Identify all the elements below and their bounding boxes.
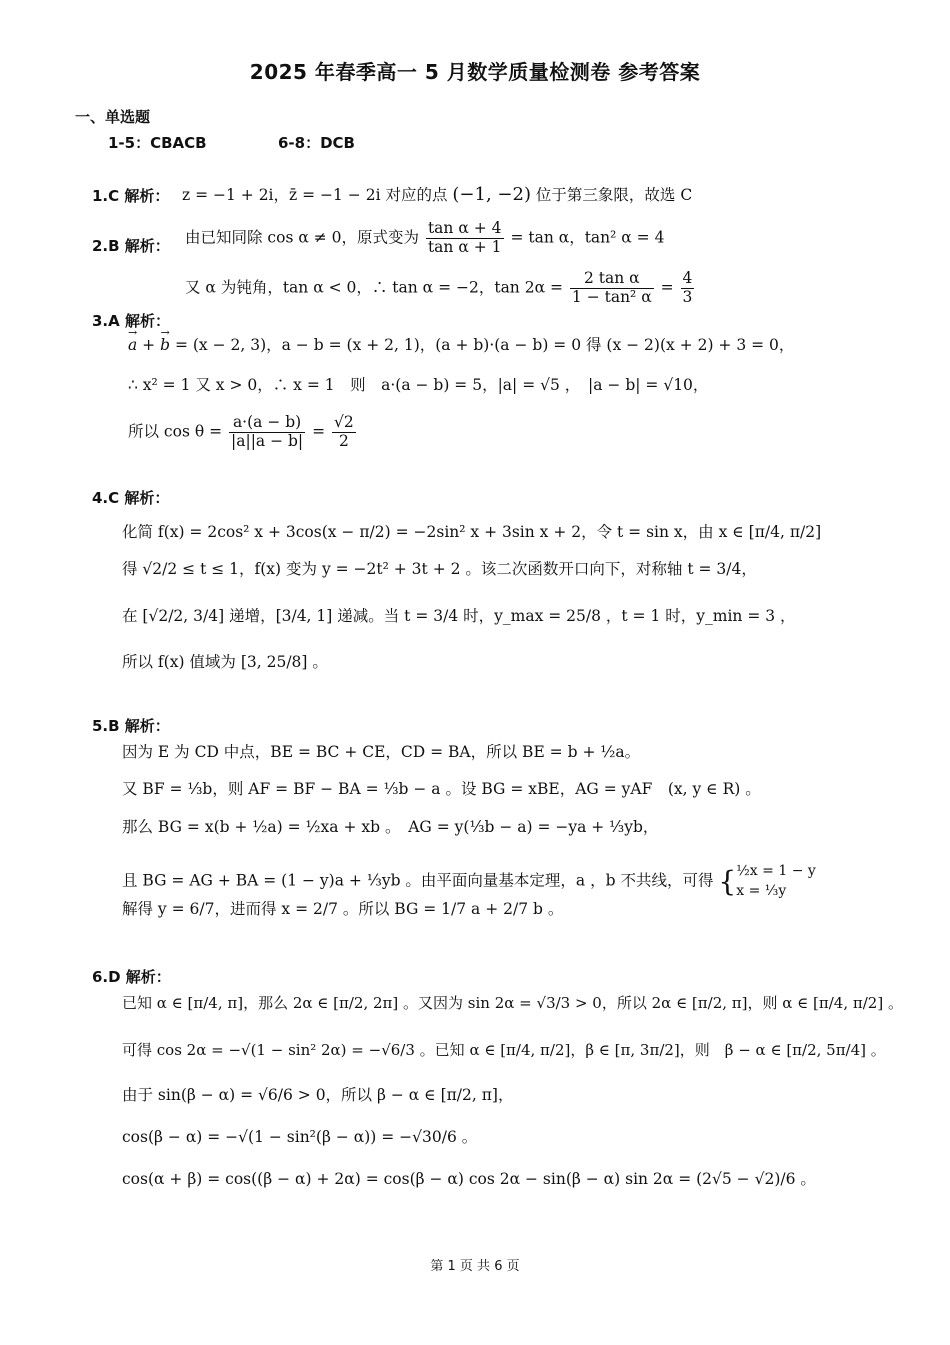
q3-fraction-1 [229, 414, 305, 451]
q1-post: 位于第三象限，故选 C [535, 186, 693, 204]
q5-line-3: 那么 BG = x(b + ½a) = ½xa + xb 。 AG = y(⅓b − a) = −ya + ⅓yb， [122, 818, 659, 836]
q3-text-b: = [312, 422, 326, 441]
q2-fraction-1-num: tan α + 4 [427, 219, 502, 237]
q3-line-2: ∴ x² = 1 又 x > 0，∴ x = 1 则 a·(a − b) = 5，|a| = √5 ， |a − b| = √10， [128, 376, 709, 394]
q6-heading: 6.D 解析： [92, 968, 171, 986]
q2-text-c: 又 α 为钝角，tan α < 0，∴ tan α = −2，tan 2α = [185, 278, 563, 297]
q2-text-a: 由已知同除 cos α ≠ 0，原式变为 [185, 228, 419, 247]
q2-text-d: = [660, 278, 674, 297]
equation-system [736, 862, 816, 901]
q3-fraction-2-den: 2 [338, 431, 349, 450]
q3-line-1: → a + → b = (x − 2, 3)，a − b = (x + 2, 1)，(a + b)·(a − b) = 0 得 (x − 2)(x + 2) + 3 = 0， [128, 338, 794, 354]
q5-line-2: 又 BF = ⅓b，则 AF = BF − BA = ⅓b − a 。设 BG = xBE，AG = yAF (x, y ∈ R) 。 [122, 780, 761, 798]
q1-line [182, 186, 692, 204]
q3-text-a: 所以 cos θ = [128, 422, 223, 441]
page-title: 2025 年春季高一 5 月数学质量检测卷 参考答案 [249, 60, 701, 84]
q6-line-3: 由于 sin(β − α) = √6/6 > 0，所以 β − α ∈ [π/2, π]， [122, 1086, 514, 1104]
q5-line-4 [122, 862, 816, 901]
q5-line-5: 解得 y = 6/7，进而得 x = 2/7 。所以 BG = 1/7 a + 2/7 b 。 [122, 900, 564, 918]
answers-6-8: 6-8：DCB [278, 134, 355, 152]
section-heading: 一、单选题 [75, 108, 151, 126]
q4-line-2: 得 √2/2 ≤ t ≤ 1，f(x) 变为 y = −2t² + 3t + 2 。该二次函数开口向下，对称轴 t = 3/4， [122, 560, 757, 578]
q2-line-1 [185, 220, 664, 257]
q4-heading: 4.C 解析： [92, 489, 170, 507]
q2-fraction-1-den: tan α + 1 [427, 237, 502, 256]
q4-line-1: 化简 f(x) = 2cos² x + 3cos(x − π/2) = −2sin² x + 3sin x + 2，令 t = sin x，由 x ∈ [π/4, π/2] [122, 523, 822, 541]
q3-fraction-1-den: |a||a − b| [231, 431, 304, 450]
q2-fraction-1 [426, 220, 504, 257]
q1-pre: z = −1 + 2i，z̄ = −1 − 2i 对应的点 [182, 186, 448, 204]
q5-heading: 5.B 解析： [92, 717, 170, 735]
q1-heading: 1.C 解析： [92, 187, 170, 205]
q6-line-4: cos(β − α) = −√(1 − sin²(β − α)) = −√30/6 。 [122, 1128, 478, 1146]
q2-heading: 2.B 解析： [92, 237, 170, 255]
q2-line-2 [185, 270, 696, 307]
vector-a: → a [128, 338, 137, 354]
q2-fraction-2-den: 1 − tan² α [571, 287, 652, 306]
system-eq-2: x = ⅓y [736, 882, 787, 899]
q5-line-1: 因为 E 为 CD 中点，BE = BC + CE，CD = BA，所以 BE = b + ½a。 [122, 743, 641, 761]
q3-text-1: = (x − 2, 3)，a − b = (x + 2, 1)，(a + b)·(a − b) = 0 得 (x − 2)(x + 2) + 3 = 0， [174, 336, 795, 354]
q2-fraction-2 [570, 270, 654, 307]
vector-b: → b [160, 338, 170, 354]
q4-line-4: 所以 f(x) 值域为 [3, 25/8] 。 [122, 653, 328, 671]
q6-line-5: cos(α + β) = cos((β − α) + 2α) = cos(β − α) cos 2α − sin(β − α) sin 2α = (2√5 − √2)/6 。 [122, 1170, 816, 1188]
answers-1-5: 1-5：CBACB [108, 134, 207, 152]
q2-text-b: = tan α，tan² α = 4 [510, 228, 665, 247]
q2-fraction-2-num: 2 tan α [570, 270, 654, 289]
q2-fraction-3 [681, 270, 695, 307]
q5-text-4: 且 BG = AG + BA = (1 − y)a + ⅓yb 。由平面向量基本定理，a ，b 不共线，可得 [122, 871, 714, 890]
q3-heading: 3.A 解析： [92, 312, 170, 330]
q3-fraction-1-num: a·(a − b) [229, 414, 305, 433]
q3-fraction-2-num: √2 [334, 413, 354, 431]
q2-fraction-3-num: 4 [682, 269, 693, 287]
q2-fraction-3-den: 3 [682, 287, 693, 306]
system-eq-1: ½x = 1 − y [736, 863, 816, 879]
q3-fraction-2 [332, 414, 356, 451]
page-footer: 第 1 页 共 6 页 [430, 1259, 520, 1274]
q1-point: (−1, −2) [452, 184, 531, 205]
system-brace: { [718, 864, 737, 898]
q4-line-3: 在 [√2/2, 3/4] 递增，[3/4, 1] 递减。当 t = 3/4 时，y_max = 25/8 ，t = 1 时，y_min = 3 ， [122, 607, 796, 625]
q3-line-3 [128, 414, 358, 451]
q6-line-2: 可得 cos 2α = −√(1 − sin² 2α) = −√6/3 。已知 α ∈ [π/4, π/2]，β ∈ [π, 3π/2]，则 β − α ∈ [π/2, 5π/4] 。 [122, 1041, 886, 1059]
q6-line-1: 已知 α ∈ [π/4, π]，那么 2α ∈ [π/2, 2π] 。又因为 sin 2α = √3/3 > 0，所以 2α ∈ [π/2, π]，则 α ∈ [π/4, π/2] 。 [122, 994, 903, 1012]
